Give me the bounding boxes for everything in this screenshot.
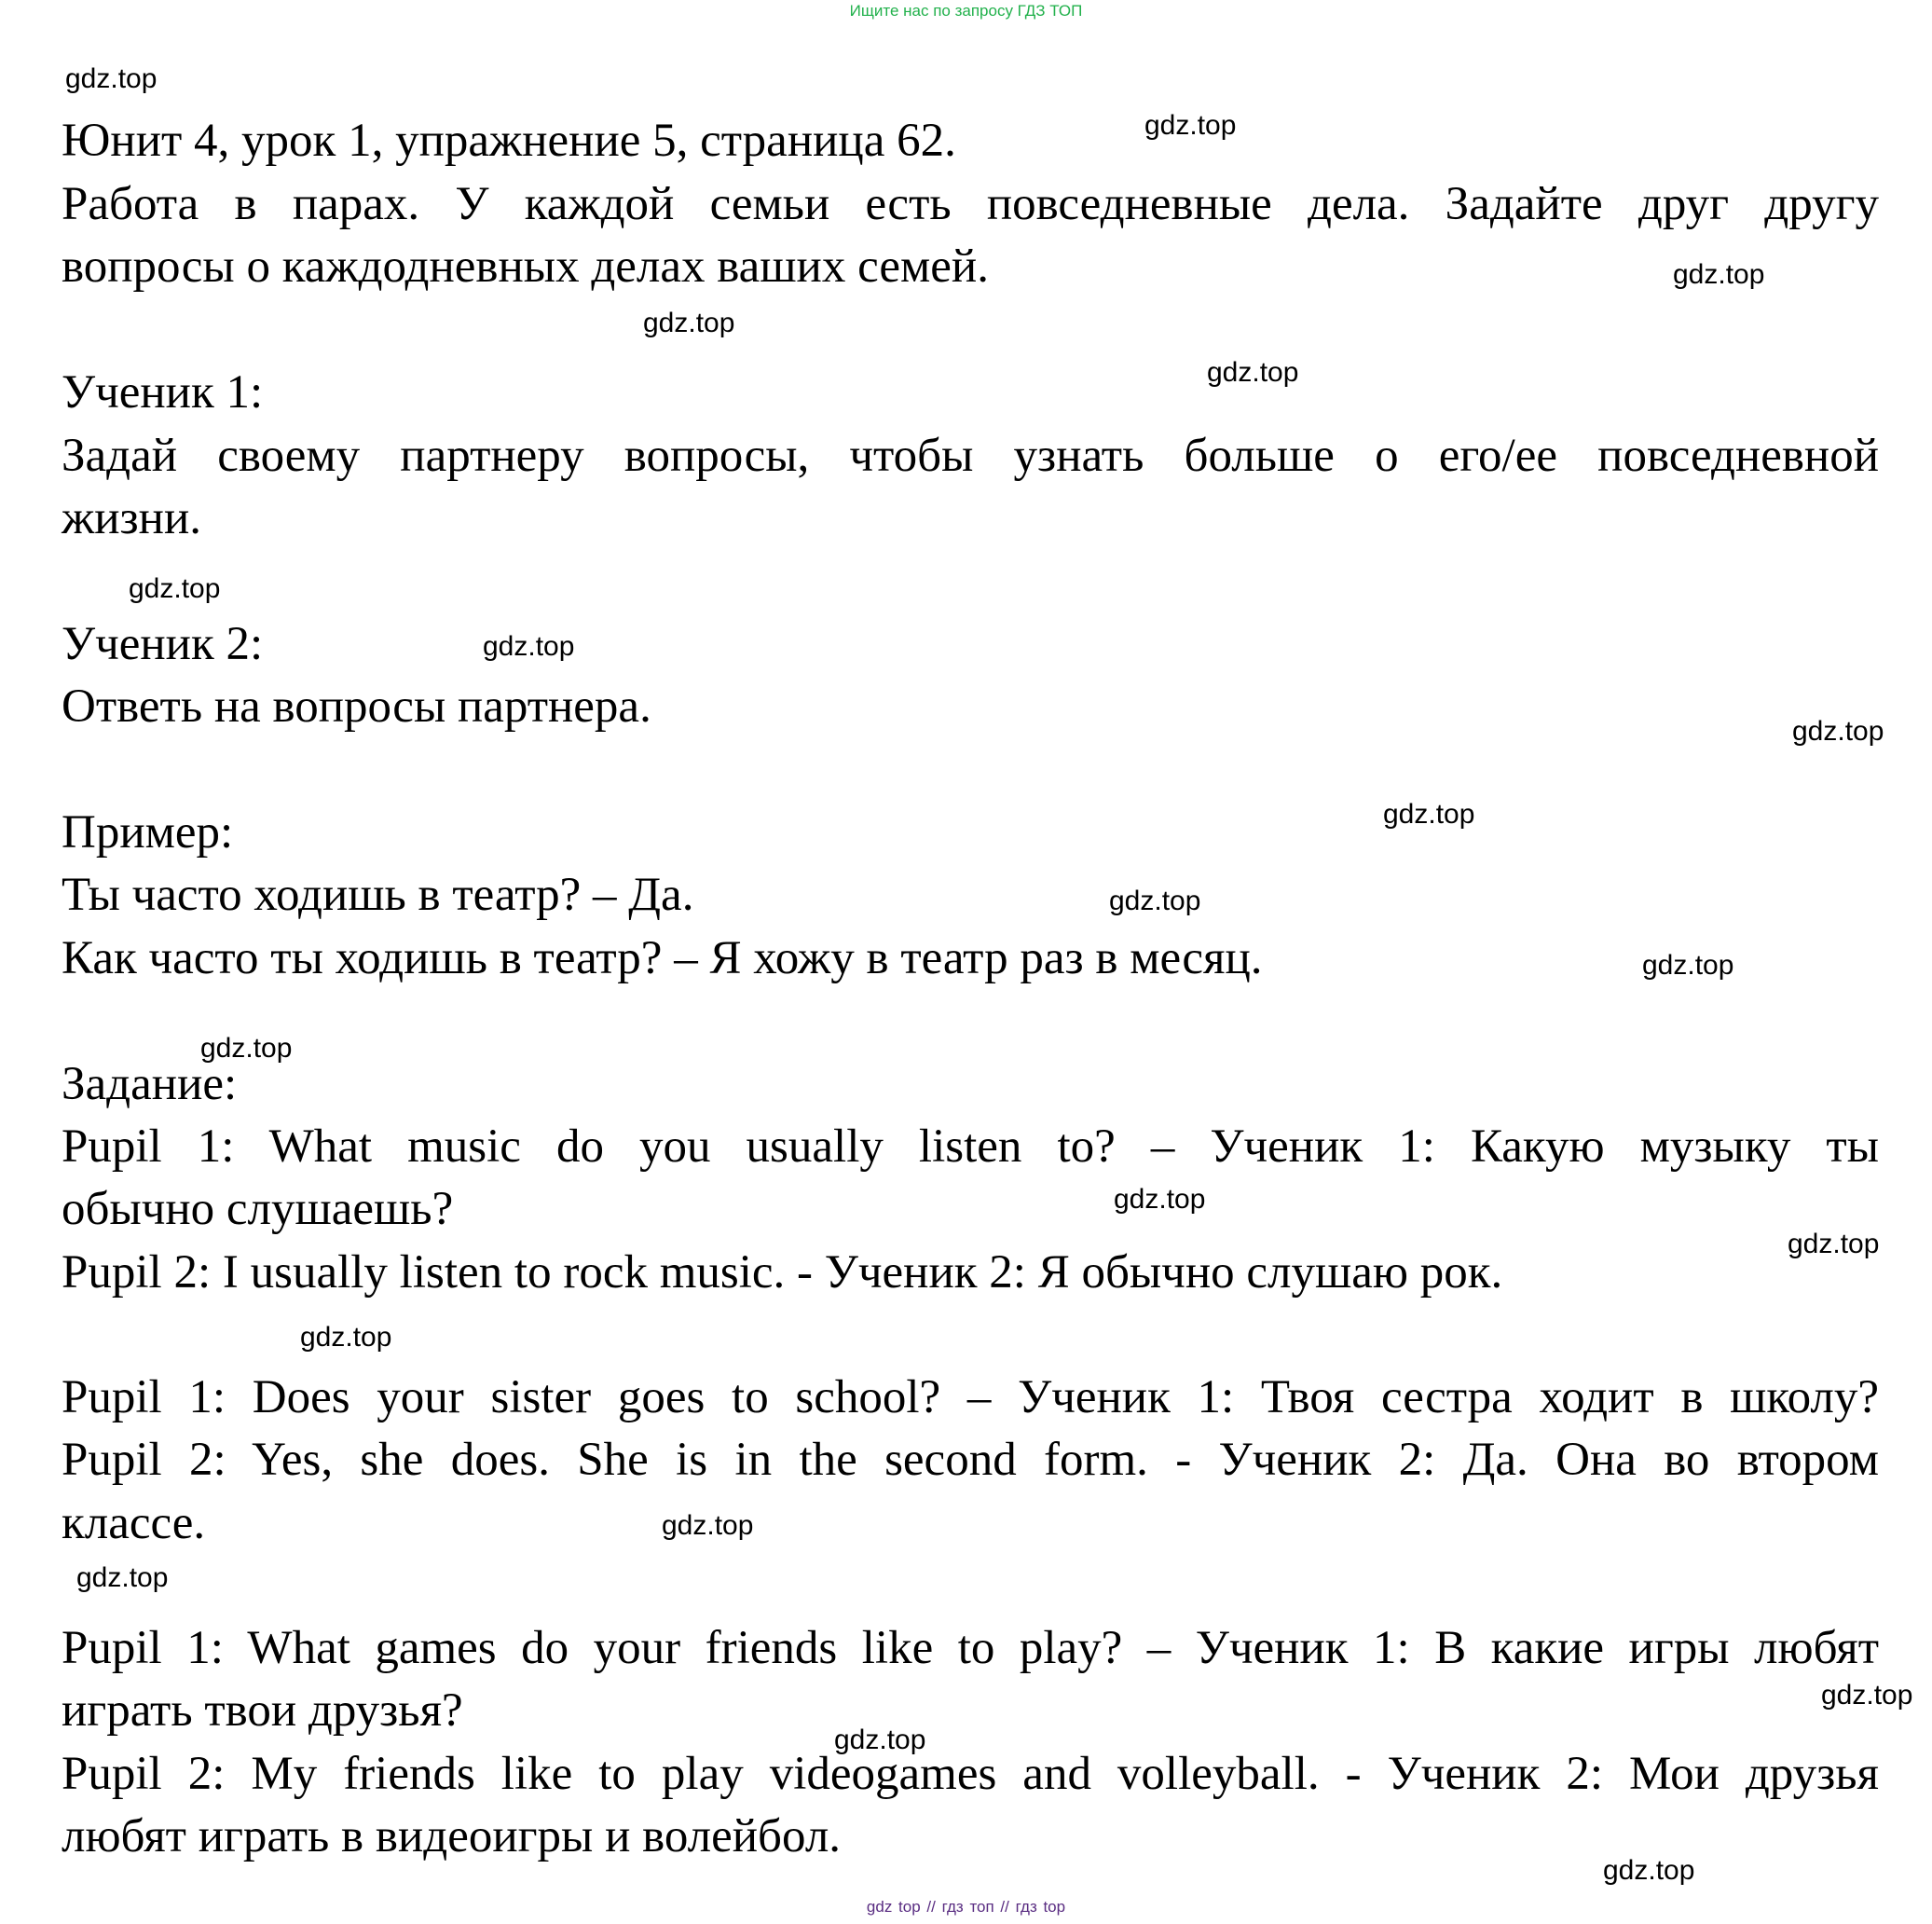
- section-heading: Пример:: [62, 806, 234, 859]
- paragraph-line: Pupil 1: Does your sister goes to school? – Ученик 1: Твоя сестра ходит в школу?: [62, 1371, 1879, 1423]
- paragraph-line: классе.: [62, 1497, 206, 1549]
- watermark: gdz.top: [1642, 950, 1734, 981]
- watermark: gdz.top: [483, 631, 575, 662]
- watermark: gdz.top: [1603, 1855, 1695, 1886]
- paragraph-line: Pupil 2: Yes, she does. She is in the second form. - Ученик 2: Да. Она во втором: [62, 1434, 1879, 1486]
- footer-text: gdz top // гдз топ // гдз top: [866, 1898, 1066, 1916]
- watermark: gdz.top: [1821, 1680, 1913, 1711]
- section-heading: Ученик 2:: [62, 618, 264, 670]
- paragraph-line: играть твои друзья?: [62, 1684, 463, 1737]
- watermark: gdz.top: [1673, 259, 1765, 290]
- watermark: gdz.top: [1109, 886, 1201, 916]
- watermark: gdz.top: [300, 1322, 392, 1353]
- watermark: gdz.top: [1144, 110, 1237, 141]
- paragraph-line: любят играть в видеоигры и волейбол.: [62, 1810, 842, 1862]
- watermark: gdz.top: [129, 573, 221, 604]
- paragraph-line: Работа в парах. У каждой семьи есть повседневные дела. Задайте друг другу: [62, 178, 1879, 230]
- watermark: gdz.top: [76, 1562, 169, 1593]
- paragraph-line: Задай своему партнеру вопросы, чтобы узнать больше о его/ее повседневной: [62, 430, 1879, 482]
- watermark: gdz.top: [1792, 716, 1884, 747]
- paragraph-line: вопросы о каждодневных делах ваших семей.: [62, 240, 989, 293]
- watermark: gdz.top: [1207, 357, 1299, 388]
- watermark: gdz.top: [65, 63, 158, 94]
- paragraph-line: Ответь на вопросы партнера.: [62, 680, 651, 733]
- watermark: gdz.top: [834, 1725, 926, 1755]
- top-banner: Ищите нас по запросу ГДЗ ТОП: [849, 2, 1083, 20]
- paragraph-line: Как часто ты ходишь в театр? – Я хожу в театр раз в месяц.: [62, 932, 1263, 984]
- paragraph-line: Pupil 2: I usually listen to rock music. - Ученик 2: Я обычно слушаю рок.: [62, 1246, 1503, 1299]
- watermark: gdz.top: [200, 1033, 293, 1064]
- watermark: gdz.top: [1383, 799, 1475, 830]
- watermark: gdz.top: [662, 1510, 754, 1541]
- paragraph-line: обычно слушаешь?: [62, 1183, 454, 1235]
- watermark: gdz.top: [1114, 1184, 1206, 1215]
- section-heading: Ученик 1:: [62, 366, 264, 419]
- paragraph-line: Pupil 2: My friends like to play videogames and volleyball. - Ученик 2: Мои друзья: [62, 1748, 1879, 1800]
- paragraph-line: Ты часто ходишь в театр? – Да.: [62, 869, 694, 921]
- paragraph-line: Pupil 1: What games do your friends like to play? – Ученик 1: В какие игры любят: [62, 1622, 1879, 1674]
- watermark: gdz.top: [643, 308, 735, 338]
- section-heading: Задание:: [62, 1058, 238, 1110]
- watermark: gdz.top: [1788, 1229, 1880, 1259]
- doc-title: Юнит 4, урок 1, упражнение 5, страница 62.: [62, 115, 956, 167]
- paragraph-line: Pupil 1: What music do you usually listen to? – Ученик 1: Какую музыку ты: [62, 1120, 1879, 1173]
- paragraph-line: жизни.: [62, 492, 202, 544]
